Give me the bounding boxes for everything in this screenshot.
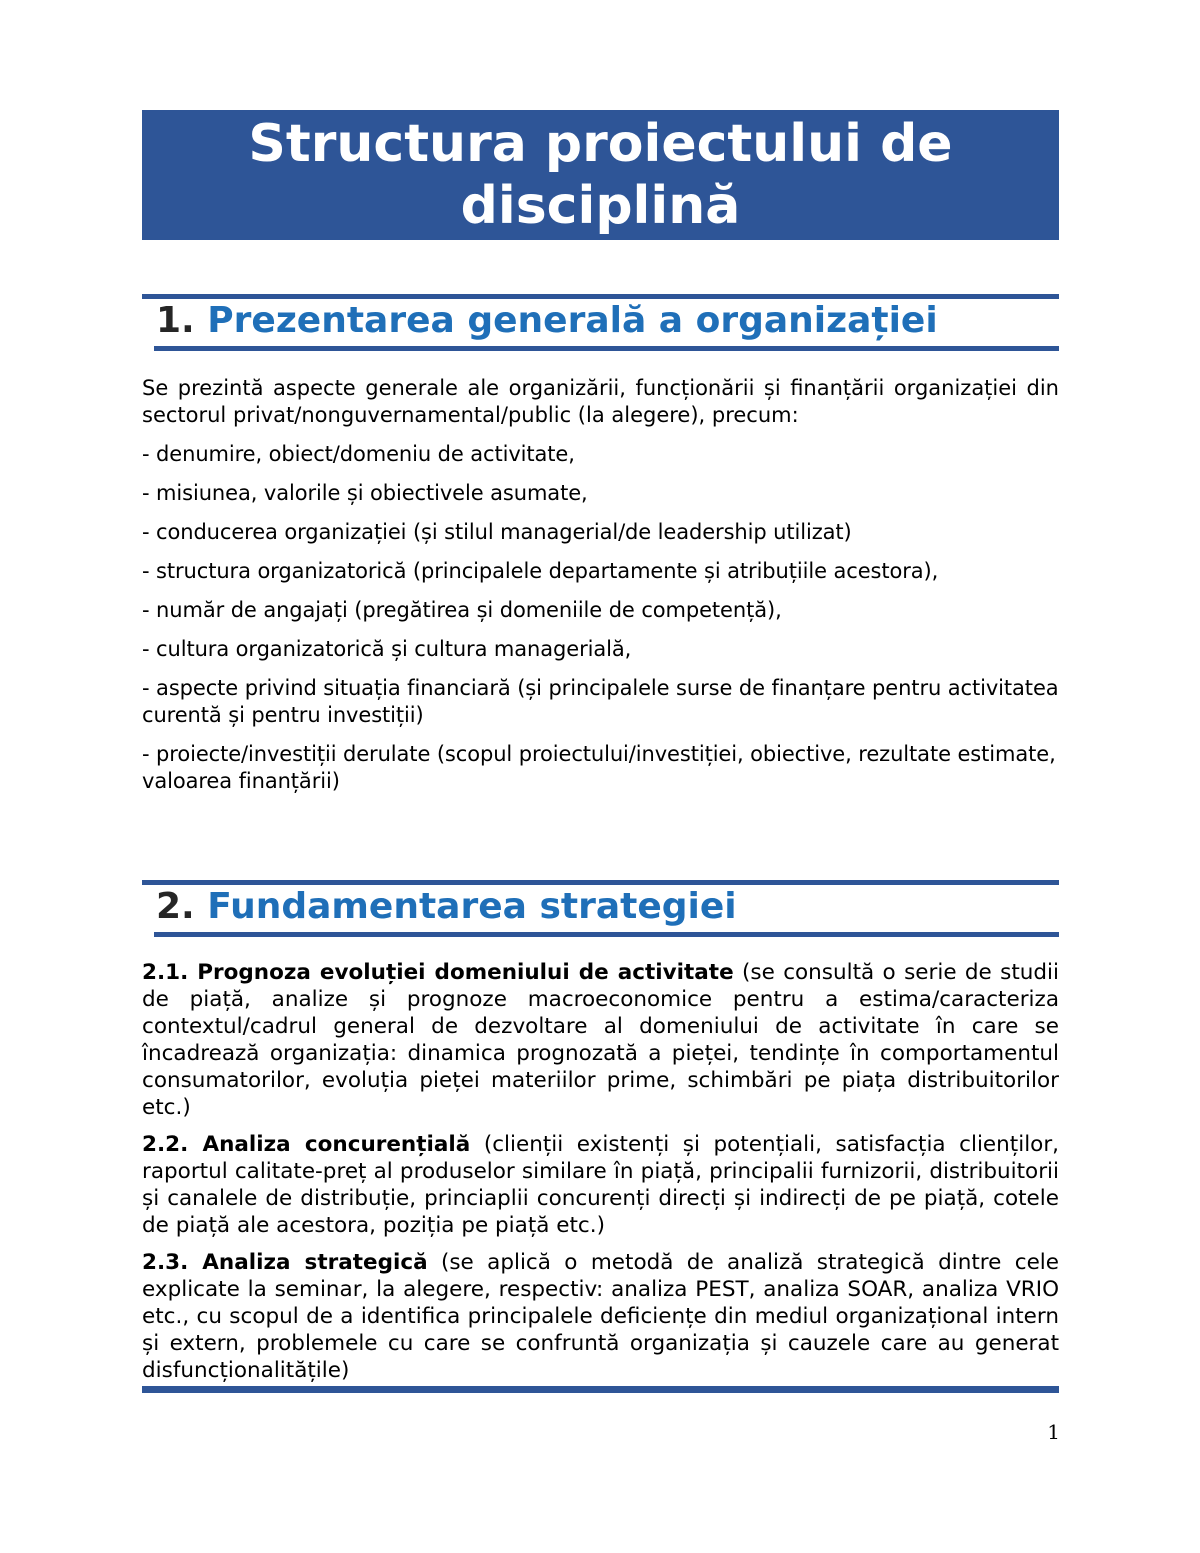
footer-rule [142, 1386, 1059, 1393]
section-2-heading [142, 880, 1059, 938]
subsection-2-1-text: (se consultă o serie de studii de piață, analize și prognoze macroeconomice pentru a estima/caracteriza contextul/cadrul general de dezvoltare al domeniului de activitate în care se încadrează organizația: dinamica prognozată a pieței, tendințe în comportamentul consumatorilor, evoluția pieței materiilor prime, schimbări pe piața distribuitorilor etc.) [142, 960, 1059, 1120]
section-1-intro: Se prezintă aspecte generale ale organizării, funcționării și finanțării organizației din sectorul privat/nonguvernamental/public (la alegere), precum: [142, 376, 1059, 427]
section-1-title [156, 299, 938, 343]
list-item: - conducerea organizației (și stilul managerial/de leadership utilizat) [142, 520, 852, 544]
list-item: - structura organizatorică (principalele departamente și atribuțiile acestora), [142, 559, 939, 583]
subsection-2-1-heading: 2.1. Prognoza evoluției domeniului de activitate [142, 960, 734, 985]
list-item: - denumire, obiect/domeniu de activitate, [142, 442, 575, 466]
section-2-bottom-rule [154, 932, 1059, 937]
subsection-2-1 [142, 959, 1059, 1121]
section-1-name: Prezentarea generală a organizației [207, 300, 938, 341]
section-2-name: Fundamentarea strategiei [207, 886, 737, 927]
list-item: - aspecte privind situația financiară (și principalele surse de finanțare pentru activitatea curentă și pentru investiții) [142, 676, 1059, 727]
page-number: 1 [1047, 1420, 1060, 1444]
subsection-2-3-heading: 2.3. Analiza strategică [142, 1250, 428, 1275]
subsection-2-2-text: (clienții existenți și potențiali, satisfacția clienților, raportul calitate-preț al produselor similare în piață, principalii furnizorii, distribuitorii și canalele de distribuție, princiaplii concurenți direcți și indirecți de pe piață, cotele de piață ale acestora, poziția pe piață etc.) [142, 1132, 1059, 1238]
section-2-body [142, 959, 1059, 1394]
section-2-number: 2. [156, 886, 195, 927]
list-item: - proiecte/investiții derulate (scopul proiectului/investiției, obiective, rezultate estimate, valoarea finanțării) [142, 742, 1056, 793]
section-1-bottom-rule [154, 346, 1059, 351]
list-item: - număr de angajați (pregătirea și domeniile de competență), [142, 598, 782, 622]
subsection-2-2 [142, 1131, 1059, 1239]
section-1-body [142, 375, 1059, 807]
section-1-heading [142, 294, 1059, 352]
subsection-2-2-heading: 2.2. Analiza concurențială [142, 1132, 471, 1157]
section-1-number: 1. [156, 300, 195, 341]
subsection-2-3-text: (se aplică o metodă de analiză strategică dintre cele explicate la seminar, la alegere, respectiv: analiza PEST, analiza SOAR, analiza VRIO etc., cu scopul de a identifica principalele deficiențe din mediul organizațional intern și extern, problemele cu care se confruntă organizația și cauzele care au generat disfuncționalitățile) [142, 1250, 1059, 1383]
document-title-banner [142, 110, 1059, 240]
list-item: - cultura organizatorică și cultura managerială, [142, 637, 632, 661]
section-2-title [156, 885, 737, 929]
list-item: - misiunea, valorile și obiectivele asumate, [142, 481, 588, 505]
document-title: Structura proiectului de disciplină [248, 114, 953, 236]
subsection-2-3 [142, 1249, 1059, 1384]
